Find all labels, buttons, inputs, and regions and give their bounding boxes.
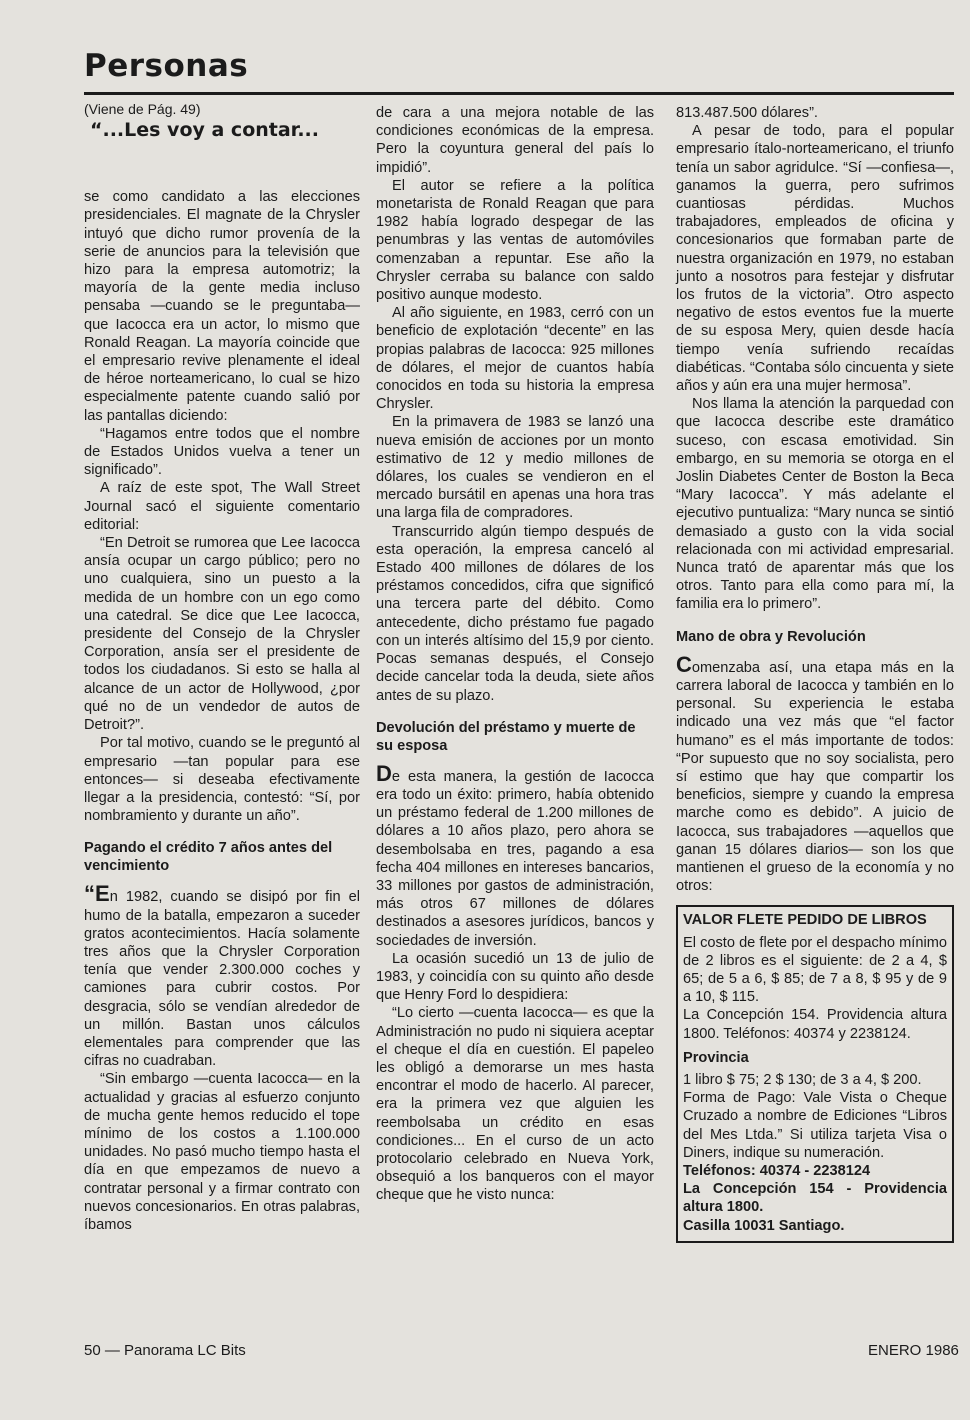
paragraph: se como candidato a las elecciones presidenciales. El magnate de la Chrysler intuyó que dicho rumor provenía de la serie de anuncios para la televisión que hizo para la empresa automotriz; la mayoría de la gente media incluso pensaba —cuando se le preguntaba— que Iacocca era un actor, lo mismo que Ronald Reagan. La mayoría coincide que el empresario revive plenamente el ideal de héroe norteamericano, lo cual se hizo especialmente patente cuando salió por las pantallas diciendo: [84,189,360,424]
paragraph: “Hagamos entre todos que el nombre de Estados Unidos vuelva a tener un significado”. [84,425,360,479]
subheading: Pagando el crédito 7 años antes del vencimiento [84,840,333,875]
paragraph-text: omenzaba así, una etapa más en la carrera laboral de Iacocca y también en lo personal. Su experiencia le estaba indicado una vez más que “el factor humano” es el más importante de todos: “Por supuesto que no soy socialista, pero sí estimo que hay que compartir los beneficios, siempre y cuando la empresa marche como es debido”. A juicio de Iacocca, sus trabajadores —aquellos que ganan 15 dólares diarios— son los que mantienen el grueso de la economía y no otros: [676,659,954,895]
section-title: Personas [84,48,249,84]
box-title: VALOR FLETE PEDIDO DE LIBROS [683,912,927,929]
paragraph: En la primavera de 1983 se lanzó una nueva emisión de acciones por un monto estimativo de 12 y medio millones de dólares, los cuales se vendieron en el mercado bursátil en apenas una hora tras una larga fila de compradores. [376,414,654,522]
box-address: La Concepción 154 - Providencia altura 1800. [683,1181,947,1216]
column-1 [84,100,360,1234]
box-text: Forma de Pago: Vale Vista o Cheque Cruzado a nombre de Ediciones “Libros del Mes Ltda.” Si utiliza tarjeta Visa o Diners, indique su numeración. [683,1090,947,1161]
drop-cap: “E [84,881,110,907]
paragraph: El autor se refiere a la política monetarista de Ronald Reagan que para 1982 había logrado despegar de las penumbras y las ventas de automóviles comenzaban a repuntar. Ese año la Chrysler cerraba su balance con saldo positivo aunque modesto. [376,177,654,304]
article-headline: “...Les voy a contar... [90,119,319,142]
paragraph [676,651,954,896]
paragraph: Por tal motivo, cuando se le preguntó al empresario —tan popular para ese entonces— si deseaba efectivamente llegar a la presidencia, contestó: “Sí, por nombramiento y durante un año”. [84,735,360,825]
paragraph-text: n 1982, cuando se disipó por fin el humo de la batalla, empezaron a suceder gratos acontecimientos. Hacía solamente tres años que la Chrysler Corporation tenía que vender 2.300.000 coches y camiones para cubrir costos. Por desgracia, sólo se vendían alrededor de un millón. Bastan unos cálculos elementales para comprender que las cifras no cuadraban. [84,889,360,1070]
paragraph: A pesar de todo, para el popular empresario ítalo-norteamericano, el triunfo tenía un sabor agridulce. “Sí —confiesa—, ganamos la guerra, pero sufrimos cuantiosas pérdidas. Muchos trabajadores, empleados de oficina y concesionarios que formaban parte de nuestra organización en 1979, no estaban junto a nosotros para festejar y disfrutar los frutos de la victoria”. Otro aspecto negativo de estos eventos fue la muerte de su esposa Mery, quien desde hacía tiempo venía sufriendo recaídas diabéticas. “Contaba sólo cincuenta y siete años y aún era una mujer hermosa”. [676,123,954,395]
paragraph-text: e esta manera, la gestión de Iacocca era todo un éxito: primero, había obtenido un préstamo federal de 1.200 millones de dólares a 10 años plazo, pero ahora se desembolsaba en tres, pagando a esa fecha 404 millones en intereses bancarios, 33 millones por gastos de administración, más otros 67 millones de dólares destinados a asesores jurídicos, bancos y sociedades de inversión. [376,768,654,949]
box-phones: Teléfonos: 40374 - 2238124 [683,1162,871,1179]
paragraph: “En Detroit se rumorea que Lee Iacocca ansía ocupar un cargo público; pero no uno cualquiera, sino un puesto a la medida de un hombre con un ego como una catedral. Se dice que Lee Iacocca, presidente del Consejo de la Chrysler Corporation, ansía ser el presidente de todos los ciudadanos. Si esto se halla al alcance de un actor de Hollywood, ¿por qué no de un vendedor de autos de Detroit?”. [84,535,360,734]
paragraph [376,760,654,950]
paragraph: Transcurrido algún tiempo después de esta operación, la empresa canceló al Estado 400 millones de dólares de los préstamos concedidos, cifra que significó una tercera parte del débito. Como antecedente, dicho préstamo fue pagado con un interés altísimo del 15,9 por ciento. Pocas semanas después, el Consejo decide cancelar toda la deuda, siete años antes de su plazo. [376,523,654,704]
title-rule [84,92,954,95]
subheading: Mano de obra y Revolución [676,628,866,645]
shipping-cost-box [676,905,954,1242]
drop-cap: D [376,760,392,786]
subheading: Devolución del préstamo y muerte de su esposa [376,719,636,754]
column-2 [376,104,654,1205]
box-subtitle: Provincia [683,1049,749,1066]
paragraph: de cara a una mejora notable de las condiciones económicas de la empresa. Pero la coyuntura general del país lo impidió”. [376,105,654,176]
footer-date: ENERO 1986 [868,1342,959,1359]
paragraph: La ocasión sucedió un 13 de julio de 1983, y coincidía con su quinto año desde que Henry Ford lo despidiera: [376,950,654,1004]
paragraph: Al año siguiente, en 1983, cerró con un beneficio de explotación “decente” en las propias palabras de Iacocca: 925 millones de dólares, el mejor de cuantos había conocidos en toda su historia la empresa Chrysler. [376,305,654,413]
box-text: El costo de flete por el despacho mínimo de 2 libros es el siguiente: de 2 a 4, $ 65; de 5 a 6, $ 85; de 7 a 8, $ 95 y de 9 a 10, $ 115. [683,934,947,1006]
box-text: 1 libro $ 75; 2 $ 130; de 3 a 4, $ 200. [683,1071,922,1088]
box-po-box: Casilla 10031 Santiago. [683,1217,845,1234]
paragraph: “Sin embargo —cuenta Iacocca— en la actualidad y gracias al esfuerzo conjunto de mucha gente hemos reducido el tope mínimo de los costos a 1.100.000 unidades. No pasó mucho tiempo hasta el día en que empezamos de nuevo a contratar personal y a firmar contrato con nuevos concesionarios. En otras palabras, íbamos [84,1071,360,1233]
paragraph: Nos llama la atención la parquedad con que Iacocca describe este dramático suceso, con escasa emotividad. Sin embargo, en su memoria se otorga en el Joslin Diabetes Center de Boston la Beca “Mary Iacocca”. Y más adelante el ejecutivo puntualiza: “Mary nunca se sintió demasiado a gusto con la vida social relacionada con mi actividad empresarial. Nunca trató de aparentar más que los otros. Tanto para ella como para mí, la familia era lo primero”. [676,396,954,613]
box-text: La Concepción 154. Providencia altura 1800. Teléfonos: 40374 y 2238124. [683,1007,947,1042]
paragraph: “Lo cierto —cuenta Iacocca— es que la Administración no pudo ni siquiera aceptar el cheque el día en cuestión. El papeleo les obligó a demorarse un mes hasta encontrar el modo de hacerlo. Al parecer, era la primera vez que alguien les reembolsaba un crédito en esas condiciones... En el curso de un acto protocolario celebrado en Nueva York, obsequió a los banqueros con el mayor cheque que he visto nunca: [376,1005,654,1204]
paragraph: 813.487.500 dólares”. [676,105,818,121]
footer-page-info: 50 — Panorama LC Bits [84,1342,246,1359]
paragraph: A raíz de este spot, The Wall Street Journal sacó el siguiente comentario editorial: [84,480,360,533]
column-3 [676,104,954,1243]
drop-cap: C [676,651,692,677]
paragraph [84,881,360,1070]
continued-note: (Viene de Pág. 49) [84,101,201,117]
